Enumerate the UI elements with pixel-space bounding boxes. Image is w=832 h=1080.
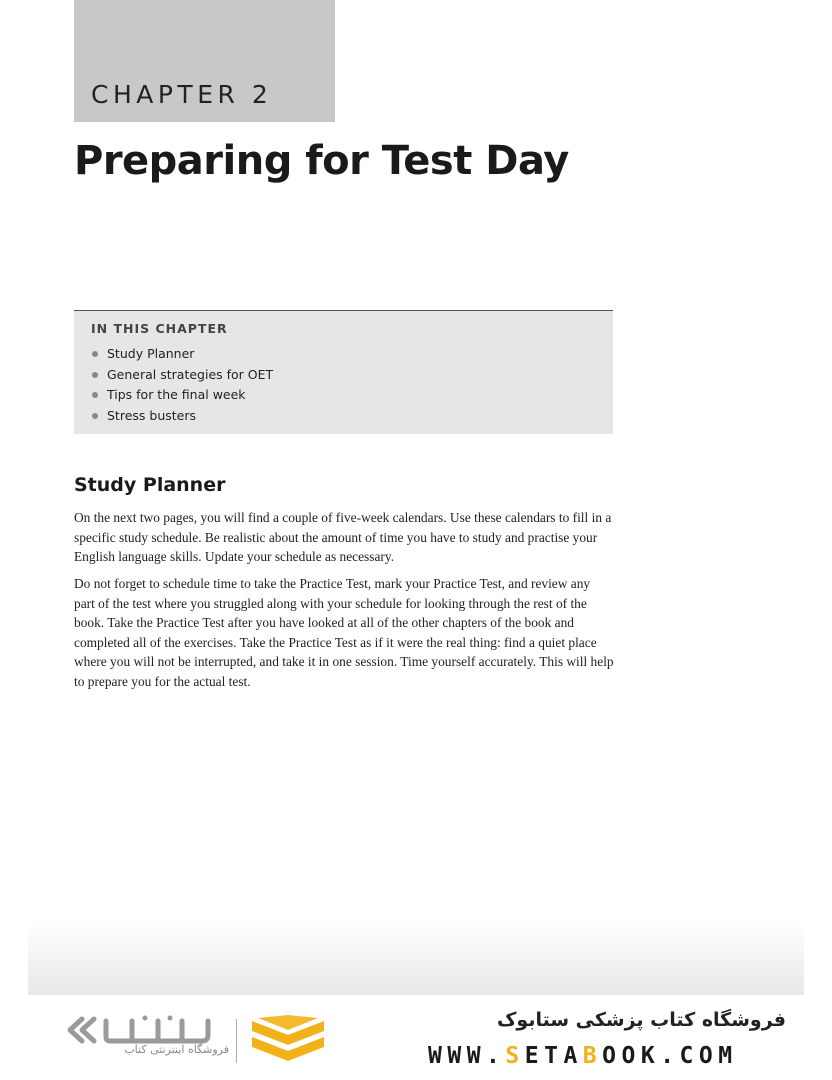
list-item-text: Tips for the final week [107,387,246,403]
footer-fade [28,920,804,995]
logo-subtitle: فروشگاه اینترنتی کتاب [124,1043,229,1056]
list-item [91,365,273,386]
page-title: Preparing for Test Day [74,138,569,184]
chapter-topics-list [91,344,273,427]
url-part: ETA [524,1043,583,1069]
list-item [91,406,273,427]
store-name: فروشگاه کتاب پزشکی ستابوک [496,1009,786,1031]
list-item [91,385,273,406]
list-item [91,344,273,365]
store-url[interactable] [428,1043,738,1069]
bullet-icon [92,392,98,398]
setabook-logo[interactable] [62,1015,332,1070]
footer-banner [0,995,832,1080]
body-paragraph: On the next two pages, you will find a couple of five-week calendars. Use these calendars to fill in a specific study schedule. Be realistic about the amount of time you have to study and practise your English language skills. Update your schedule as necessary. [74,510,612,565]
bullet-icon [92,372,98,378]
url-part-accent: S [505,1043,525,1069]
in-this-chapter-box [74,310,613,434]
url-part: OOK.COM [602,1043,738,1069]
setabook-logo-icon [62,1015,232,1045]
list-item-text: Study Planner [107,346,195,361]
chapter-label: CHAPTER 2 [91,80,273,109]
bullet-icon [92,413,98,419]
list-item-text: General strategies for OET [107,366,274,382]
book-stack-icon [248,1015,328,1067]
url-part: WWW. [428,1043,506,1069]
in-this-chapter-heading: IN THIS CHAPTER [91,321,228,336]
url-part-accent: B [582,1043,603,1069]
bullet-icon [92,351,98,357]
body-paragraph: Do not forget to schedule time to take the Practice Test, mark your Practice Test, and review any part of the test where you struggled along with your schedule for looking through the rest of the book. Take the Practice Test after you have looked at all of the other chapters of the book and completed all of the exercises. Take the Practice Test as if it were the real thing: find a quiet place where you will not be interrupted, and take it in one session. Time yourself accurately. This will help to prepare you for the actual test. [74,576,614,689]
list-item-text: Stress busters [107,408,197,424]
logo-divider [236,1019,237,1063]
section-heading: Study Planner [74,474,226,496]
